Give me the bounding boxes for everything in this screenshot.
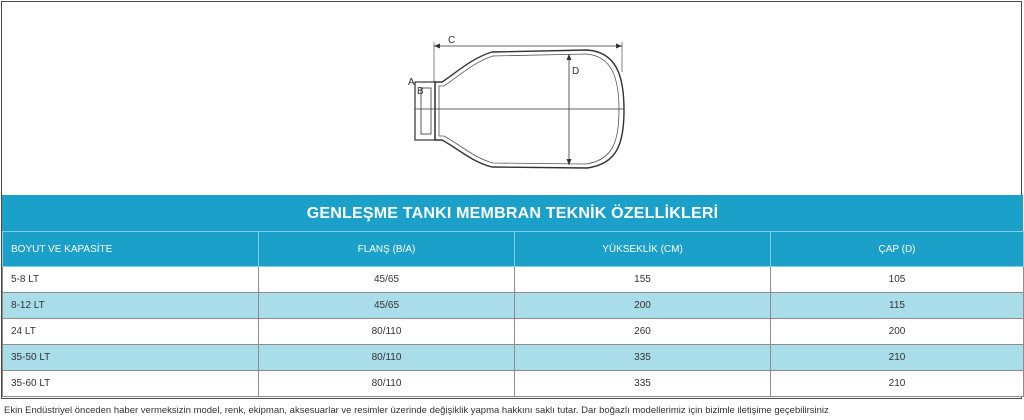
- cell-size: 35-50 LT: [3, 345, 259, 371]
- table-row: [3, 319, 1024, 345]
- cell-diameter: 210: [771, 345, 1024, 371]
- cell-size: 35-60 LT: [3, 371, 259, 397]
- cell-height: 200: [515, 293, 771, 319]
- cell-flange: 80/110: [259, 345, 515, 371]
- cell-height: 335: [515, 345, 771, 371]
- header-height: YÜKSEKLİK (CM): [515, 232, 771, 267]
- dim-a-label: A: [408, 77, 415, 88]
- cell-flange: 80/110: [259, 319, 515, 345]
- dim-b-label: B: [417, 86, 424, 97]
- cell-flange: 45/65: [259, 267, 515, 293]
- dim-c-label: C: [448, 35, 456, 46]
- header-size-capacity: BOYUT VE KAPASİTE: [3, 232, 259, 267]
- cell-flange: 80/110: [259, 371, 515, 397]
- cell-flange: 45/65: [259, 293, 515, 319]
- cell-size: 8-12 LT: [3, 293, 259, 319]
- table-row: [3, 371, 1024, 397]
- table-row: [3, 293, 1024, 319]
- table-header-row: [3, 232, 1024, 267]
- header-flange: FLANŞ (B/A): [259, 232, 515, 267]
- cell-diameter: 105: [771, 267, 1024, 293]
- cell-height: 260: [515, 319, 771, 345]
- cell-size: 24 LT: [3, 319, 259, 345]
- spec-sheet: [1, 1, 1022, 399]
- disclaimer-text: Ekin Endüstriyel önceden haber vermeksizin model, renk, ekipman, aksesuarlar ve resimler üzerinde değişiklik yapma hakkını saklı tutar. Dar boğazlı modellerimiz için bizimle iletişime geçebilirsiniz: [4, 405, 829, 416]
- cell-size: 5-8 LT: [3, 267, 259, 293]
- table-row: [3, 267, 1024, 293]
- header-diameter: ÇAP (D): [771, 232, 1024, 267]
- cell-diameter: 210: [771, 371, 1024, 397]
- cell-diameter: 115: [771, 293, 1024, 319]
- dim-d-label: D: [572, 66, 580, 77]
- cell-diameter: 200: [771, 319, 1024, 345]
- tank-membrane-diagram: [2, 2, 1023, 194]
- spec-table: [2, 231, 1024, 397]
- cell-height: 335: [515, 371, 771, 397]
- table-row: [3, 345, 1024, 371]
- table-title: GENLEŞME TANKI MEMBRAN TEKNİK ÖZELLİKLERİ: [2, 195, 1023, 231]
- tank-drawing: [2, 2, 1023, 194]
- cell-height: 155: [515, 267, 771, 293]
